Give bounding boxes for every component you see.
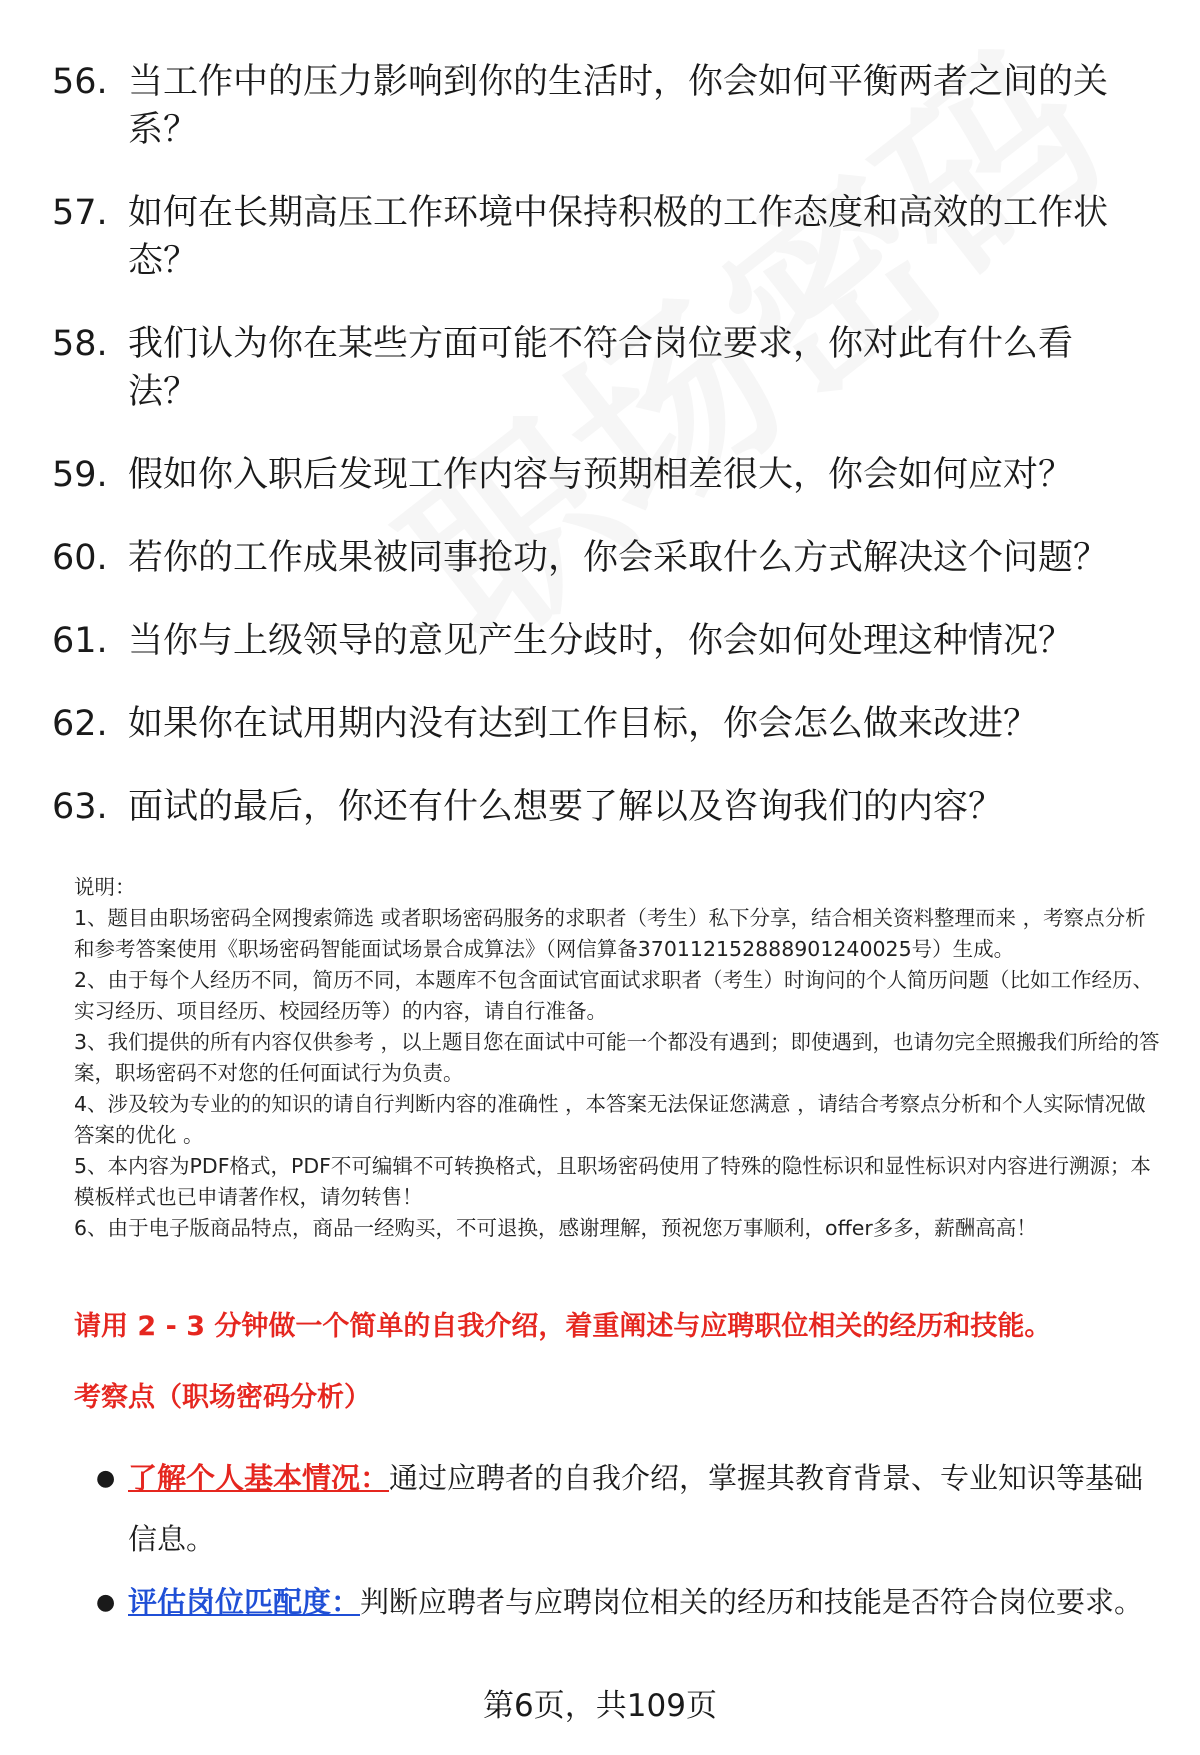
question-item <box>52 320 1152 416</box>
question-text: 当工作中的压力影响到你的生活时，你会如何平衡两者之间的关系？ <box>128 62 1109 150</box>
question-item <box>52 451 1152 499</box>
bullet-keyword: 评估岗位匹配度： <box>128 1585 361 1619</box>
question-list <box>52 58 1152 866</box>
bullet-dot-icon: ● <box>96 1466 116 1491</box>
intro-question: 请用 2 - 3 分钟做一个简单的自我介绍，着重阐述与应聘职位相关的经历和技能。 <box>74 1311 1052 1342</box>
question-number: 58. <box>52 324 108 364</box>
question-number: 60. <box>52 538 108 578</box>
note-item: 5、本内容为PDF格式，PDF不可编辑不可转换格式，且职场密码使用了特殊的隐性标识和显性标识对内容进行溯源；本模板样式也已申请著作权，请勿转售！ <box>74 1154 1151 1209</box>
bullet-item <box>96 1572 1156 1633</box>
notes-title: 说明： <box>74 875 136 899</box>
question-text: 我们认为你在某些方面可能不符合岗位要求，你对此有什么看法？ <box>128 324 1074 412</box>
question-item <box>52 783 1152 831</box>
question-number: 62. <box>52 704 108 744</box>
bullet-dot-icon: ● <box>96 1590 116 1615</box>
question-number: 57. <box>52 193 108 233</box>
note-item: 6、由于电子版商品特点，商品一经购买，不可退换，感谢理解，预祝您万事顺利，offer多多，薪酬高高！ <box>74 1216 1037 1240</box>
note-item: 3、我们提供的所有内容仅供参考 ，以上题目您在面试中可能一个都没有遇到；即使遇到，也请勿完全照搬我们所给的答案，职场密码不对您的任何面试行为负责。 <box>74 1030 1160 1085</box>
question-number: 63. <box>52 787 108 827</box>
question-number: 61. <box>52 621 108 661</box>
question-text: 假如你入职后发现工作内容与预期相差很大，你会如何应对？ <box>128 455 1074 495</box>
bullet-text: 通过应聘者的自我介绍，掌握其教育背景、专业知识等基础信息。 <box>128 1461 1144 1556</box>
question-item <box>52 189 1152 285</box>
bullet-list <box>96 1448 1156 1635</box>
bullet-keyword: 了解个人基本情况： <box>128 1461 390 1495</box>
question-item <box>52 700 1152 748</box>
question-text: 如果你在试用期内没有达到工作目标，你会怎么做来改进？ <box>128 704 1039 744</box>
note-item: 4、涉及较为专业的的知识的请自行判断内容的准确性 ，本答案无法保证您满意 ，请结合考察点分析和个人实际情况做答案的优化 。 <box>74 1092 1146 1147</box>
question-item <box>52 617 1152 665</box>
question-number: 59. <box>52 455 108 495</box>
note-item: 1、题目由职场密码全网搜索筛选 或者职场密码服务的求职者（考生）私下分享，结合相关资料整理而来 ，考察点分析和参考答案使用《职场密码智能面试场景合成算法》（网信算备370112152888901240025号）生成。 <box>74 906 1146 961</box>
bullet-item <box>96 1448 1156 1570</box>
bullet-text: 判断应聘者与应聘岗位相关的经历和技能是否符合岗位要求。 <box>360 1585 1144 1619</box>
note-item: 2、由于每个人经历不同，简历不同，本题库不包含面试官面试求职者（考生）时询问的个人简历问题（比如工作经历、实习经历、项目经历、校园经历等）的内容，请自行准备。 <box>74 968 1154 1023</box>
question-text: 面试的最后，你还有什么想要了解以及咨询我们的内容？ <box>128 787 1004 827</box>
notes-block <box>74 872 1164 1244</box>
question-text: 若你的工作成果被同事抢功，你会采取什么方式解决这个问题？ <box>128 538 1109 578</box>
question-item <box>52 534 1152 582</box>
question-text: 如何在长期高压工作环境中保持积极的工作态度和高效的工作状态？ <box>128 193 1109 281</box>
question-item <box>52 58 1152 154</box>
question-text: 当你与上级领导的意见产生分歧时，你会如何处理这种情况？ <box>128 621 1074 661</box>
section-title: 考察点（职场密码分析） <box>74 1382 371 1413</box>
question-number: 56. <box>52 62 108 102</box>
page-footer: 第6页，共109页 <box>483 1688 717 1724</box>
